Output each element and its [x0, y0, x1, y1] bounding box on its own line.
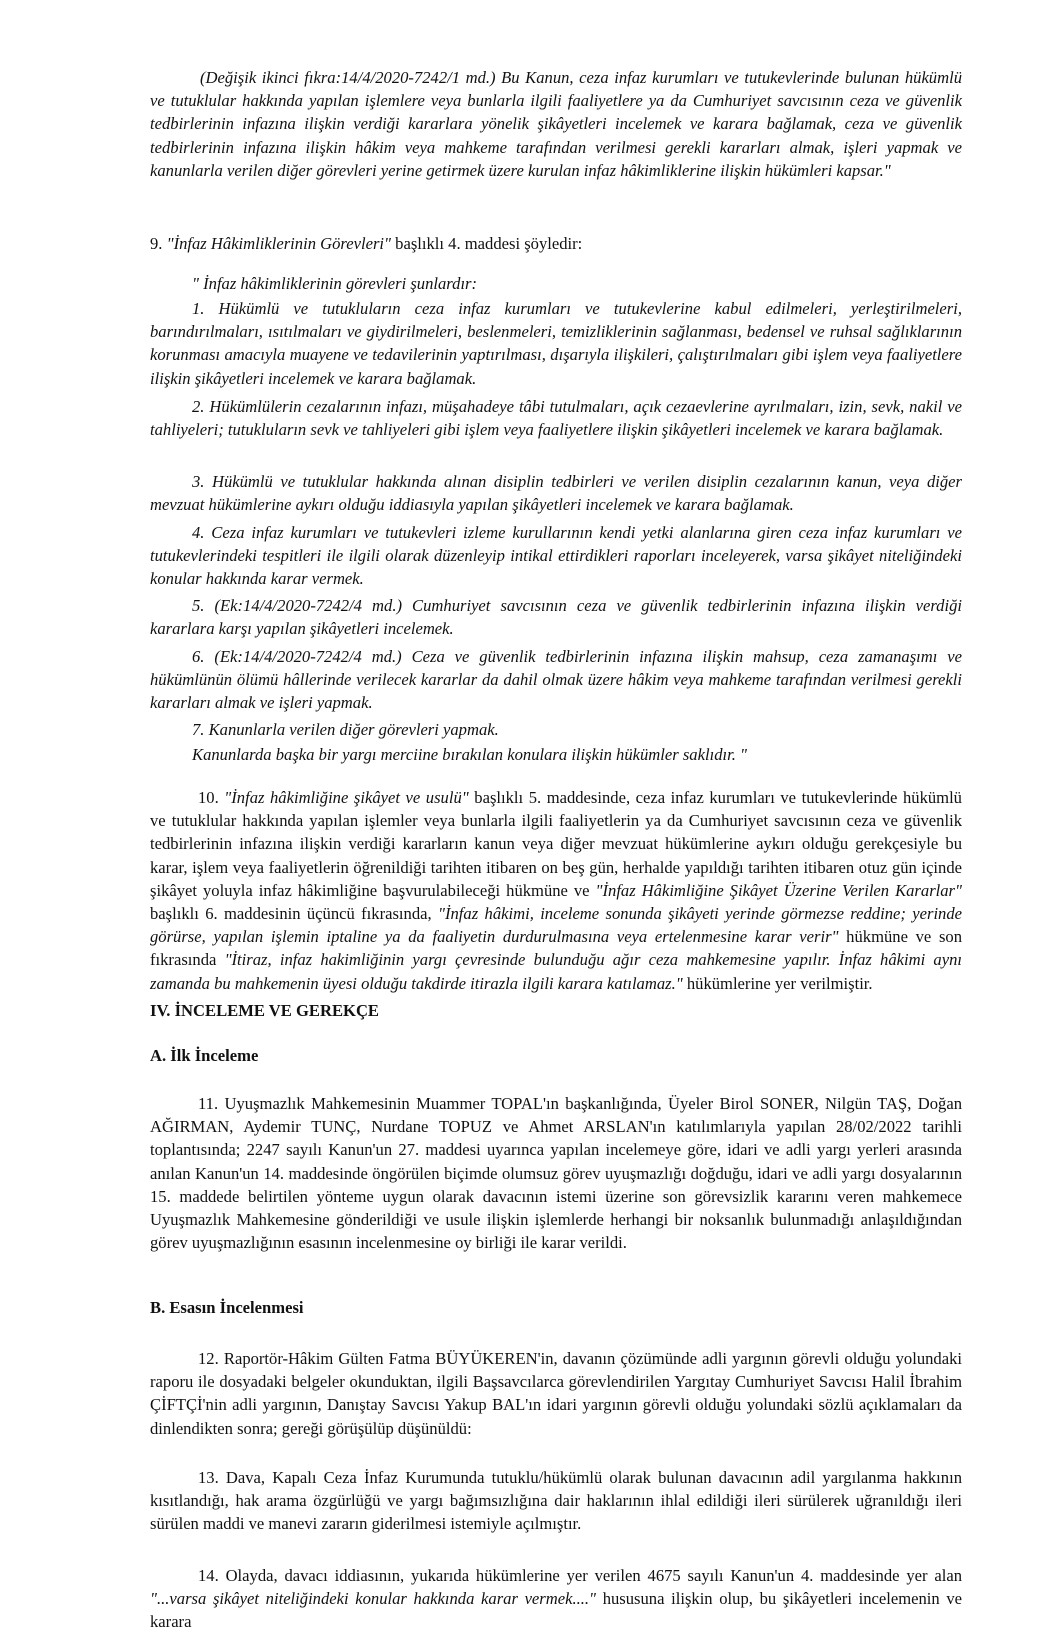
paragraph-10-quote: "İnfaz hâkimliğine şikâyet ve usulü"	[224, 788, 469, 807]
paragraph-10-quote: "İnfaz Hâkimliğine Şikâyet Üzerine Verilen Kararlar"	[595, 880, 962, 900]
paragraph-11: 11. Uyuşmazlık Mahkemesinin Muammer TOPAL'ın başkanlığında, Üyeler Birol SONER, Nilgün TAŞ, Doğan AĞIRMAN, Aydemir TUNÇ, Nurdane TOPUZ ve Ahmet ARSLAN'ın katılımlarıyla yapılan 28/02/2022 tarihli toplantısında; 2247 sayılı Kanun'un 27. maddesi uyarınca yapılan incelemeye göre, idari ve adli yargı yerleri arasında anılan Kanun'un 14. maddesinde öngörülen biçimde olumsuz görev uyuşmazlığı doğduğu, idari ve adli yargı dosyalarının 15. maddede belirtilen yönteme uygun olarak davacının istemi üzerine son görevsizlik kararını veren mahkemece Uyuşmazlık Mahkemesine gönderildiği ve usule ilişkin işlemlerde herhangi bir noksanlık bulunmadığı anlaşıldığından görev uyuşmazlığının esasının incelenmesine oy birliği ile karar verildi.	[150, 1094, 962, 1253]
list-intro: " İnfaz hâkimliklerinin görevleri şunlardır:	[192, 274, 478, 293]
list-item: 4. Ceza infaz kurumları ve tutukevleri izleme kurullarının kendi yetki alanlarına giren ceza infaz kurumları ve tutukevlerindeki tespitleri ile ilgili olarak düzenleyip intikal ettirdikleri raporları inceleyerek, varsa şikâyet niteliğindeki konular hakkında karar vermek.	[150, 523, 962, 589]
list-closing: Kanunlarda başka bir yargı merciine bırakılan konulara ilişkin hükümler saklıdır. "	[192, 745, 747, 764]
paragraph-10-text: hükmüne ve son fıkrasında	[150, 927, 962, 970]
section-title: IV. İNCELEME VE GEREKÇE	[150, 1001, 379, 1020]
paragraph-10-text: başlıklı 6. maddesinin üçüncü fıkrasında,	[150, 904, 439, 924]
paragraph-13: 13. Dava, Kapalı Ceza İnfaz Kurumunda tutuklu/hükümlü olarak bulunan davacının adil yargılanma hakkının kısıtlandığı, hak arama özgürlüğü ve yargı bağımsızlığına dair haklarının ihlal edildiği ileri sürülerek uğranıldığı ileri sürülen maddi ve manevi zararın giderilmesi istemiyle açılmıştır.	[150, 1468, 962, 1534]
list-item: 2. Hükümlülerin cezalarının infazı, müşahadeye tâbi tutulmaları, açık cezaevlerine ayrılmaları, izin, sevk, nakil ve tahliyeleri; tutukluların sevk ve tahliyeleri gibi işlem veya faaliyetlere ilişkin şikâyetleri incelemek ve karara bağlamak.	[150, 397, 962, 440]
paragraph-10-text: başlıklı 5. maddesinde, ceza infaz kurumları ve tutukevlerinde hükümlü ve tutuklular hakkında yapılan işlemler veya bunlarla ilgili faaliyetlerin ya da Cumhuriyet savcısının ceza ve güvenlik tedbirlerinin infazına ilişkin verdiği kararların kanun veya diğer mevzuat hükümlerine aykırı olduğu gerekçesiyle bu karar, işlem veya faaliyetlerin öğrenildiği tarihten itibaren on beş gün, herhalde yapıldığı tarihten itibaren otuz gün içinde şikâyet yoluyla infaz hâkimliğine başvurulabileceği hükmüne ve	[150, 788, 962, 900]
intro-paragraph: (Değişik ikinci fıkra:14/4/2020-7242/1 md.) Bu Kanun, ceza infaz kurumları ve tutukevlerinde bulunan hükümlü ve tutuklular hakkında yapılan işlemlere veya bunlarla ilgili faaliyetlere ya da Cumhuriyet savcısının ceza ve güvenlik tedbirlerinin infazına ilişkin verdiği kararlara yönelik şikâyetleri incelemek ve karara bağlamak, ceza ve güvenlik tedbirlerinin infazına ilişkin hâkim veya mahkeme tarafından verilmesi gerekli kararları almak, işleri yapmak ve kanunlarla verilen diğer görevleri yerine getirmek üzere kurulan infaz hâkimliklerine ilişkin hükümleri kapsar."	[150, 68, 962, 180]
paragraph-14-text: hususuna ilişkin olup, bu şikâyetleri incelemenin ve karara	[150, 1589, 962, 1632]
paragraph-10-quote: "İtiraz, infaz hakimliğinin yargı çevresinde bulunduğu ağır ceza mahkemesine yapılır. İnfaz hâkimi aynı zamanda bu mahkemenin üyesi olduğu takdirde itirazla ilgili karara katılamaz."	[150, 950, 962, 993]
paragraph-14-quote: "...varsa şikâyet niteliğindeki konular hakkında karar vermek...."	[150, 1589, 597, 1609]
paragraph-10	[150, 786, 962, 995]
paragraph-10-quote: "İnfaz hâkimi, inceleme sonunda şikâyeti yerinde görmezse reddine; yerinde görürse, yapılan işlemin iptaline ya da faaliyetin durdurulmasına veya ertelenmesine karar verir"	[150, 904, 963, 947]
list-item: 5. (Ek:14/4/2020-7242/4 md.) Cumhuriyet savcısının ceza ve güvenlik tedbirlerinin infazına ilişkin verdiği kararlara karşı yapılan şikâyetleri incelemek.	[150, 596, 962, 639]
list-item: 7. Kanunlarla verilen diğer görevleri yapmak.	[192, 720, 499, 739]
paragraph-9-number: 9.	[150, 234, 163, 253]
list-item: 3. Hükümlü ve tutuklular hakkında alınan disiplin tedbirleri ve verilen disiplin cezalarının kanun, veya diğer mevzuat hükümlerine aykırı olduğu iddiasıyla yapılan şikâyetleri incelemek ve karara bağlamak.	[150, 472, 962, 515]
subsection-title-a: A. İlk İnceleme	[150, 1046, 259, 1065]
paragraph-9	[150, 232, 962, 255]
list-item: 1. Hükümlü ve tutukluların ceza infaz kurumları ve tutukevlerine kabul edilmeleri, yerleştirilmeleri, barındırılmaları, ısıtılmaları ve giydirilmeleri, beslenmeleri, temizliklerinin sağlanması, bedensel ve ruhsal sağlıklarının korunması amacıyla muayene ve tedavilerinin yaptırılması, dışarıyla ilişkileri, çalıştırılmaları gibi işlem veya faaliyetlere ilişkin şikâyetleri incelemek ve karara bağlamak.	[150, 299, 962, 388]
list-item: 6. (Ek:14/4/2020-7242/4 md.) Ceza ve güvenlik tedbirlerinin infazına ilişkin mahsup, ceza zamanaşımı ve hükümlünün ölümü hâllerinde verilecek kararlar da dahil olmak üzere hâkim veya mahkeme tarafından verilmesi gerekli kararları almak ve işleri yapmak.	[150, 647, 962, 713]
paragraph-9-title: "İnfaz Hâkimliklerinin Görevleri"	[166, 234, 391, 253]
paragraph-14-text: 14. Olayda, davacı iddiasının, yukarıda hükümlerine yer verilen 4675 sayılı Kanun'un 4. maddesinde yer alan	[198, 1566, 962, 1585]
subsection-title-b: B. Esasın İncelenmesi	[150, 1298, 304, 1317]
paragraph-12: 12. Raportör-Hâkim Gülten Fatma BÜYÜKEREN'in, davanın çözümünde adli yargının görevli olduğu yolundaki raporu ile dosyadaki belgeler okunduktan, ilgili Başsavcılarca görevlendirilen Yargıtay Cumhuriyet Savcısı Halil İbrahim ÇİFTÇİ'nin adli yargının, Danıştay Savcısı Yakup BAL'ın idari yargının görevli olduğu yolundaki sözlü açıklamaları da dinlendikten sonra; gereği görüşülüp düşünüldü:	[150, 1349, 962, 1438]
paragraph-10-text: 10.	[198, 788, 225, 807]
paragraph-14	[150, 1564, 962, 1634]
paragraph-9-rest: başlıklı 4. maddesi şöyledir:	[395, 234, 583, 253]
paragraph-10-text: hükümlerine yer verilmiştir.	[682, 973, 873, 993]
